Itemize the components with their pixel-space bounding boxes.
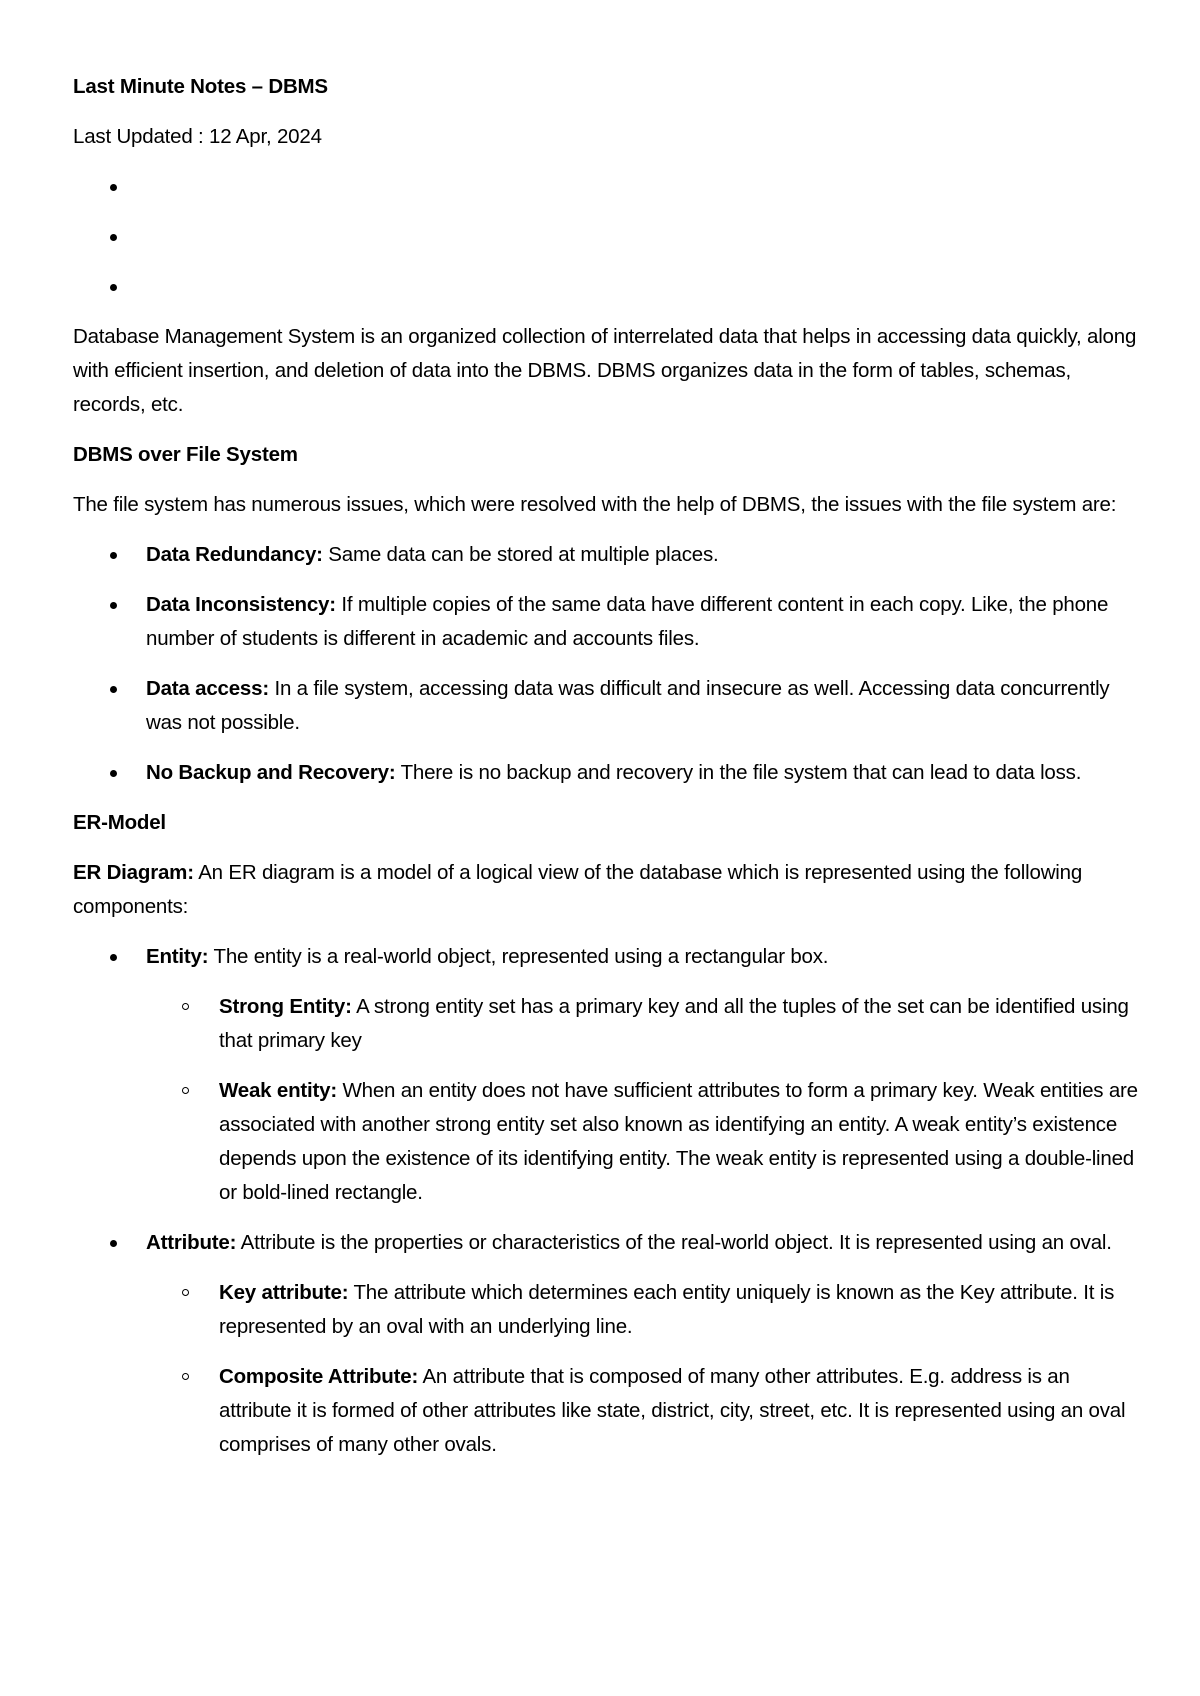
file-system-issues-list: [73, 538, 1140, 790]
section-heading-dbms-over-file-system: DBMS over File System: [73, 443, 298, 466]
intro-paragraph: Database Management System is an organized collection of interrelated data that helps in accessing data quickly, along with efficient insertion, and deletion of data into the DBMS. DBMS organizes data in the form of tables, schemas, records, etc.: [73, 325, 1137, 416]
empty-bullet-item: [73, 220, 1140, 254]
sublist-item-composite-attribute: Composite Attribute: An attribute that is composed of many other attributes. E.g. address is an attribute it is formed of other attributes like state, district, city, street, etc. It is represented using an oval comprises of many other ovals.: [146, 1360, 1140, 1462]
list-item-entity: Entity: The entity is a real-world object, represented using a rectangular box. Strong Entity: A strong entity set has a primary key and all the tuples of the set can be identified using that primary key Weak entity: When an entity does not have sufficient attributes to form a primary key. Weak entities are associated with another strong entity set also known as identifying an entity. A weak entity’s existence depends upon the existence of its identifying entity. The weak entity is represented using a double-lined or bold-lined rectangle.: [73, 940, 1140, 1210]
section-heading-er-model: ER-Model: [73, 811, 166, 834]
sublist-item-weak-entity: Weak entity: When an entity does not have sufficient attributes to form a primary key. Weak entities are associated with another strong entity set also known as identifying an entity. A weak entity’s existence depends upon the existence of its identifying entity. The weak entity is represented using a double-lined or bold-lined rectangle.: [146, 1074, 1140, 1210]
er-diagram-paragraph: ER Diagram: An ER diagram is a model of a logical view of the database which is represented using the following components:: [73, 861, 1083, 918]
list-item-attribute: Attribute: Attribute is the properties or characteristics of the real-world object. It is represented using an oval. Key attribute: The attribute which determines each entity uniquely is known as the Key attribute. It is represented by an oval with an underlying line. Composite Attribute: An attribute that is composed of many other attributes. E.g. address is an attribute it is formed of other attributes like state, district, city, street, etc. It is represented using an oval comprises of many other ovals.: [73, 1226, 1140, 1462]
document-title: Last Minute Notes – DBMS: [73, 75, 328, 98]
file-system-intro: The file system has numerous issues, which were resolved with the help of DBMS, the issues with the file system are:: [73, 493, 1117, 516]
empty-bullet-list: [73, 170, 1140, 304]
empty-bullet-item: [73, 170, 1140, 204]
empty-bullet-item: [73, 270, 1140, 304]
sublist-item-key-attribute: Key attribute: The attribute which determines each entity uniquely is known as the Key attribute. It is represented by an oval with an underlying line.: [146, 1276, 1140, 1344]
last-updated: Last Updated : 12 Apr, 2024: [73, 125, 322, 148]
list-item-backup-recovery: No Backup and Recovery: There is no backup and recovery in the file system that can lead to data loss.: [73, 756, 1140, 790]
entity-sublist: [146, 990, 1140, 1210]
list-item-data-access: Data access: In a file system, accessing data was difficult and insecure as well. Accessing data concurrently was not possible.: [73, 672, 1140, 740]
sublist-item-strong-entity: Strong Entity: A strong entity set has a primary key and all the tuples of the set can be identified using that primary key: [146, 990, 1140, 1058]
attribute-sublist: [146, 1276, 1140, 1462]
list-item-data-redundancy: Data Redundancy: Same data can be stored at multiple places.: [73, 538, 1140, 572]
list-item-data-inconsistency: Data Inconsistency: If multiple copies of the same data have different content in each copy. Like, the phone number of students is different in academic and accounts files.: [73, 588, 1140, 656]
er-components-list: [73, 940, 1140, 1462]
